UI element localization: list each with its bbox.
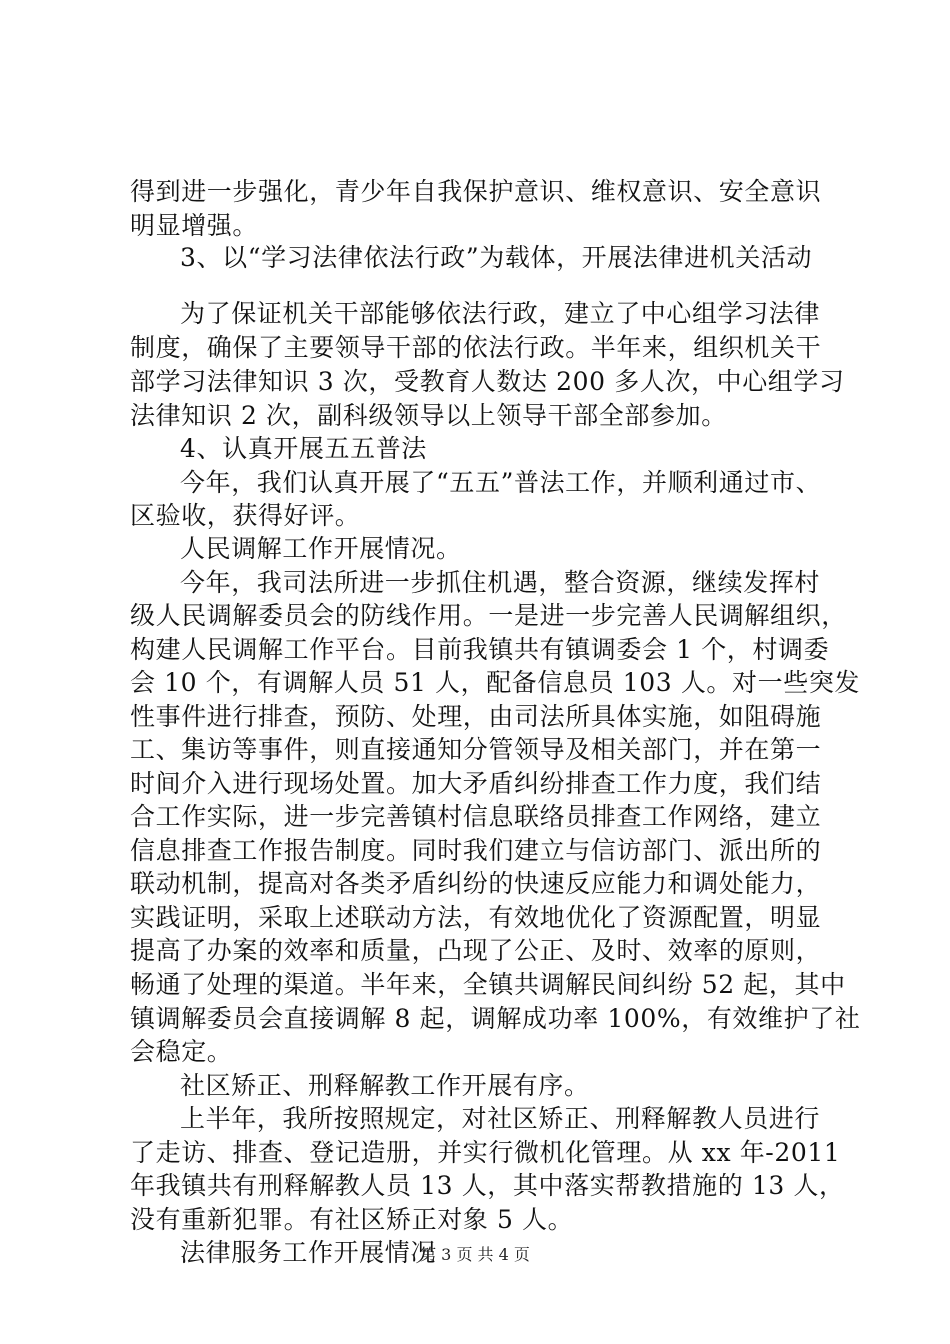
text-line: 今年，我司法所进一步抓住机遇，整合资源，继续发挥村 xyxy=(180,568,821,597)
text-line: 时间介入进行现场处置。加大矛盾纠纷排查工作力度，我们结 xyxy=(130,769,822,798)
text-line: 会稳定。 xyxy=(130,1037,233,1066)
section-heading: 社区矫正、刑释解教工作开展有序。 xyxy=(180,1071,590,1100)
text-line: 法律知识 2 次，副科级领导以上领导干部全部参加。 xyxy=(130,401,727,430)
text-line: 联动机制，提高对各类矛盾纠纷的快速反应能力和调处能力， xyxy=(130,869,822,898)
text-line: 会 10 个，有调解人员 51 人，配备信息员 103 人。对一些突发 xyxy=(130,668,861,697)
text-line: 性事件进行排查，预防、处理，由司法所具体实施，如阻碍施 xyxy=(130,702,822,731)
text-line: 级人民调解委员会的防线作用。一是进一步完善人民调解组织， xyxy=(130,601,847,630)
text-line: 部学习法律知识 3 次，受教育人数达 200 多人次，中心组学习 xyxy=(130,367,845,396)
text-line: 构建人民调解工作平台。目前我镇共有镇调委会 1 个，村调委 xyxy=(130,635,830,664)
text-line: 畅通了处理的渠道。半年来，全镇共调解民间纠纷 52 起，其中 xyxy=(130,970,846,999)
section-heading: 法律服务工作开展情况 xyxy=(180,1238,437,1267)
text-line: 上半年，我所按照规定，对社区矫正、刑释解教人员进行 xyxy=(180,1104,821,1133)
text-line: 实践证明，采取上述联动方法，有效地优化了资源配置，明显 xyxy=(130,903,822,932)
text-line: 区验收，获得好评。 xyxy=(130,501,361,530)
text-line: 得到进一步强化，青少年自我保护意识、维权意识、安全意识 xyxy=(130,177,822,206)
text-line: 为了保证机关干部能够依法行政，建立了中心组学习法律 xyxy=(180,299,821,328)
text-line: 制度，确保了主要领导干部的依法行政。半年来，组织机关干 xyxy=(130,333,822,362)
text-line: 今年，我们认真开展了“五五”普法工作，并顺利通过市、 xyxy=(180,468,822,497)
text-line: 明显增强。 xyxy=(130,211,259,240)
text-line: 工、集访等事件，则直接通知分管领导及相关部门，并在第一 xyxy=(130,735,822,764)
section-heading: 人民调解工作开展情况。 xyxy=(180,534,462,563)
text-line: 了走访、排查、登记造册，并实行微机化管理。从 xx 年-2011 xyxy=(130,1138,841,1167)
page-number-footer: 第 3 页 共 4 页 xyxy=(420,1245,530,1264)
section-heading: 3、以“学习法律依法行政”为载体，开展法律进机关活动 xyxy=(180,243,813,272)
text-line: 镇调解委员会直接调解 8 起，调解成功率 100%，有效维护了社 xyxy=(130,1004,861,1033)
text-line: 没有重新犯罪。有社区矫正对象 5 人。 xyxy=(130,1205,574,1234)
text-line: 年我镇共有刑释解教人员 13 人，其中落实帮教措施的 13 人， xyxy=(130,1171,845,1200)
text-line: 合工作实际，进一步完善镇村信息联络员排查工作网络，建立 xyxy=(130,802,822,831)
section-heading: 4、认真开展五五普法 xyxy=(180,434,427,463)
text-line: 信息排查工作报告制度。同时我们建立与信访部门、派出所的 xyxy=(130,836,822,865)
text-line: 提高了办案的效率和质量，凸现了公正、及时、效率的原则， xyxy=(130,936,822,965)
